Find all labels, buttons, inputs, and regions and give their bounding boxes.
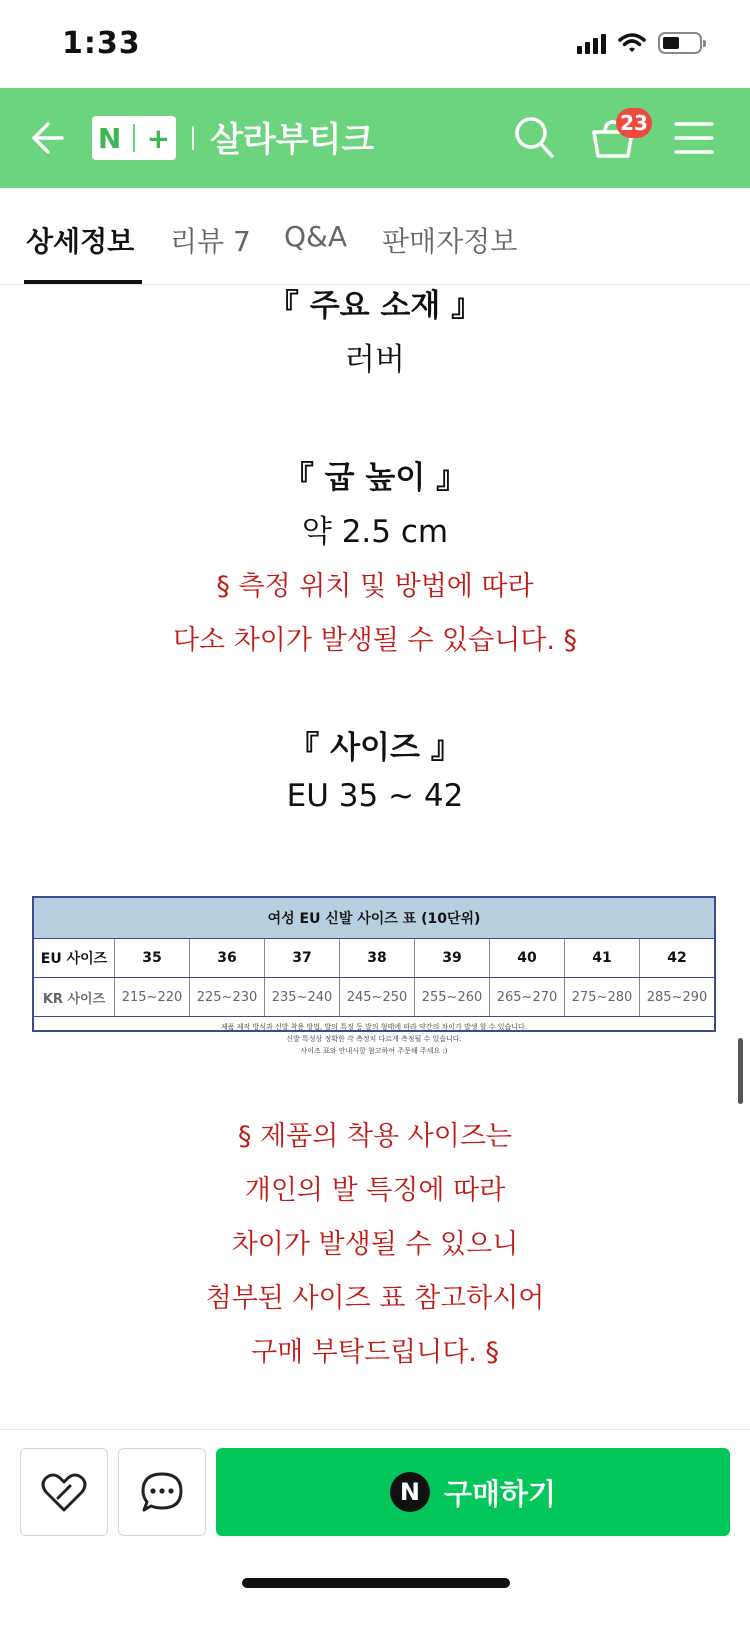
kr-size-cell: 225~230 xyxy=(189,978,264,1016)
status-icons xyxy=(577,32,702,54)
eu-size-cell: 35 xyxy=(114,939,189,977)
naver-plus-logo[interactable] xyxy=(92,116,176,160)
back-arrow-icon[interactable] xyxy=(28,116,64,160)
heart-icon xyxy=(40,1470,88,1514)
size-chart-note-1: 제품 제작 방식과 신발 착용 방법, 발의 특징 등 발의 형태에 따라 약간의 차이가 발생 할 수 있습니다. xyxy=(221,1023,527,1031)
tab-qna[interactable]: Q&A xyxy=(284,220,348,253)
logo-plus: + xyxy=(146,121,171,155)
kr-size-cell: 265~270 xyxy=(489,978,564,1016)
eu-size-cell: 38 xyxy=(339,939,414,977)
status-bar xyxy=(0,0,750,88)
eu-size-cell: 41 xyxy=(564,939,639,977)
size-note-line-2: 개인의 발 특징에 따라 xyxy=(244,1175,506,1206)
eu-size-cell: 40 xyxy=(489,939,564,977)
heel-height-heading: 『 굽 높이 』 xyxy=(282,460,468,496)
kr-size-cell: 255~260 xyxy=(414,978,489,1016)
size-chart-eu-row xyxy=(34,939,714,978)
size-chart-notes xyxy=(34,1017,714,1057)
logo-divider xyxy=(133,124,135,152)
heel-note-line-2: 다소 차이가 발생될 수 있습니다. § xyxy=(172,625,578,656)
buy-button-label: 구매하기 xyxy=(443,1476,557,1511)
signal-icon xyxy=(577,32,606,54)
size-note-line-1: § 제품의 착용 사이즈는 xyxy=(238,1121,512,1152)
heel-note-line-1: § 측정 위치 및 방법에 따라 xyxy=(216,571,534,602)
material-heading: 『 주요 소재 』 xyxy=(267,288,483,324)
size-range-value: EU 35 ~ 42 xyxy=(286,778,464,814)
size-chart-image xyxy=(32,896,716,1055)
scroll-indicator[interactable] xyxy=(738,1038,743,1104)
kr-size-cell: 215~220 xyxy=(114,978,189,1016)
wifi-icon xyxy=(618,32,646,54)
buy-button[interactable] xyxy=(216,1448,730,1536)
chat-bubble-icon xyxy=(139,1470,185,1514)
detail-tabs xyxy=(0,188,750,285)
wishlist-button[interactable] xyxy=(20,1448,108,1536)
status-time: 1:33 xyxy=(62,26,141,61)
kr-size-cell: 275~280 xyxy=(564,978,639,1016)
tab-reviews[interactable]: 리뷰 7 xyxy=(170,225,251,258)
size-note-line-5: 구매 부탁드립니다. § xyxy=(251,1337,499,1368)
kr-row-label: KR 사이즈 xyxy=(42,991,106,1007)
heel-height-value: 약 2.5 cm xyxy=(301,514,449,550)
battery-icon xyxy=(658,32,702,54)
material-value: 러버 xyxy=(345,342,405,378)
size-chart-title: 여성 EU 신발 사이즈 표 (10단위) xyxy=(34,898,714,939)
size-note-line-4: 첨부된 사이즈 표 참고하시어 xyxy=(205,1283,545,1314)
menu-icon[interactable] xyxy=(674,118,714,158)
kr-size-cell: 285~290 xyxy=(639,978,714,1016)
tab-seller-info[interactable]: 판매자정보 xyxy=(382,225,518,258)
product-detail-content xyxy=(0,284,750,1429)
talk-button[interactable] xyxy=(118,1448,206,1536)
cart-count-badge: 23 xyxy=(616,108,652,138)
size-chart-note-2: 신발 특성상 정확한 각 측정치 다르게 측정될 수 있습니다. xyxy=(286,1035,462,1043)
kr-size-cell: 245~250 xyxy=(339,978,414,1016)
tab-detail[interactable]: 상세정보 xyxy=(26,225,135,258)
size-chart-kr-row xyxy=(34,978,714,1017)
eu-size-cell: 37 xyxy=(264,939,339,977)
store-name[interactable]: 살라부티크 xyxy=(210,120,375,160)
eu-size-cell: 42 xyxy=(639,939,714,977)
app-header xyxy=(0,88,750,188)
naver-pay-icon: N xyxy=(390,1472,430,1512)
eu-size-cell: 36 xyxy=(189,939,264,977)
bottom-action-bar xyxy=(0,1429,750,1625)
size-chart-note-3: 사이즈 표와 안내사항 참고하여 주문해 주세요 :) xyxy=(300,1047,448,1055)
size-note-line-3: 차이가 발생될 수 있으니 xyxy=(231,1229,519,1260)
eu-size-cell: 39 xyxy=(414,939,489,977)
logo-n: N xyxy=(97,121,122,155)
kr-size-cell: 235~240 xyxy=(264,978,339,1016)
header-divider xyxy=(192,126,194,150)
eu-row-label: EU 사이즈 xyxy=(40,951,108,967)
search-icon[interactable] xyxy=(512,114,556,162)
home-indicator[interactable] xyxy=(242,1578,510,1588)
size-heading: 『 사이즈 』 xyxy=(288,730,462,766)
